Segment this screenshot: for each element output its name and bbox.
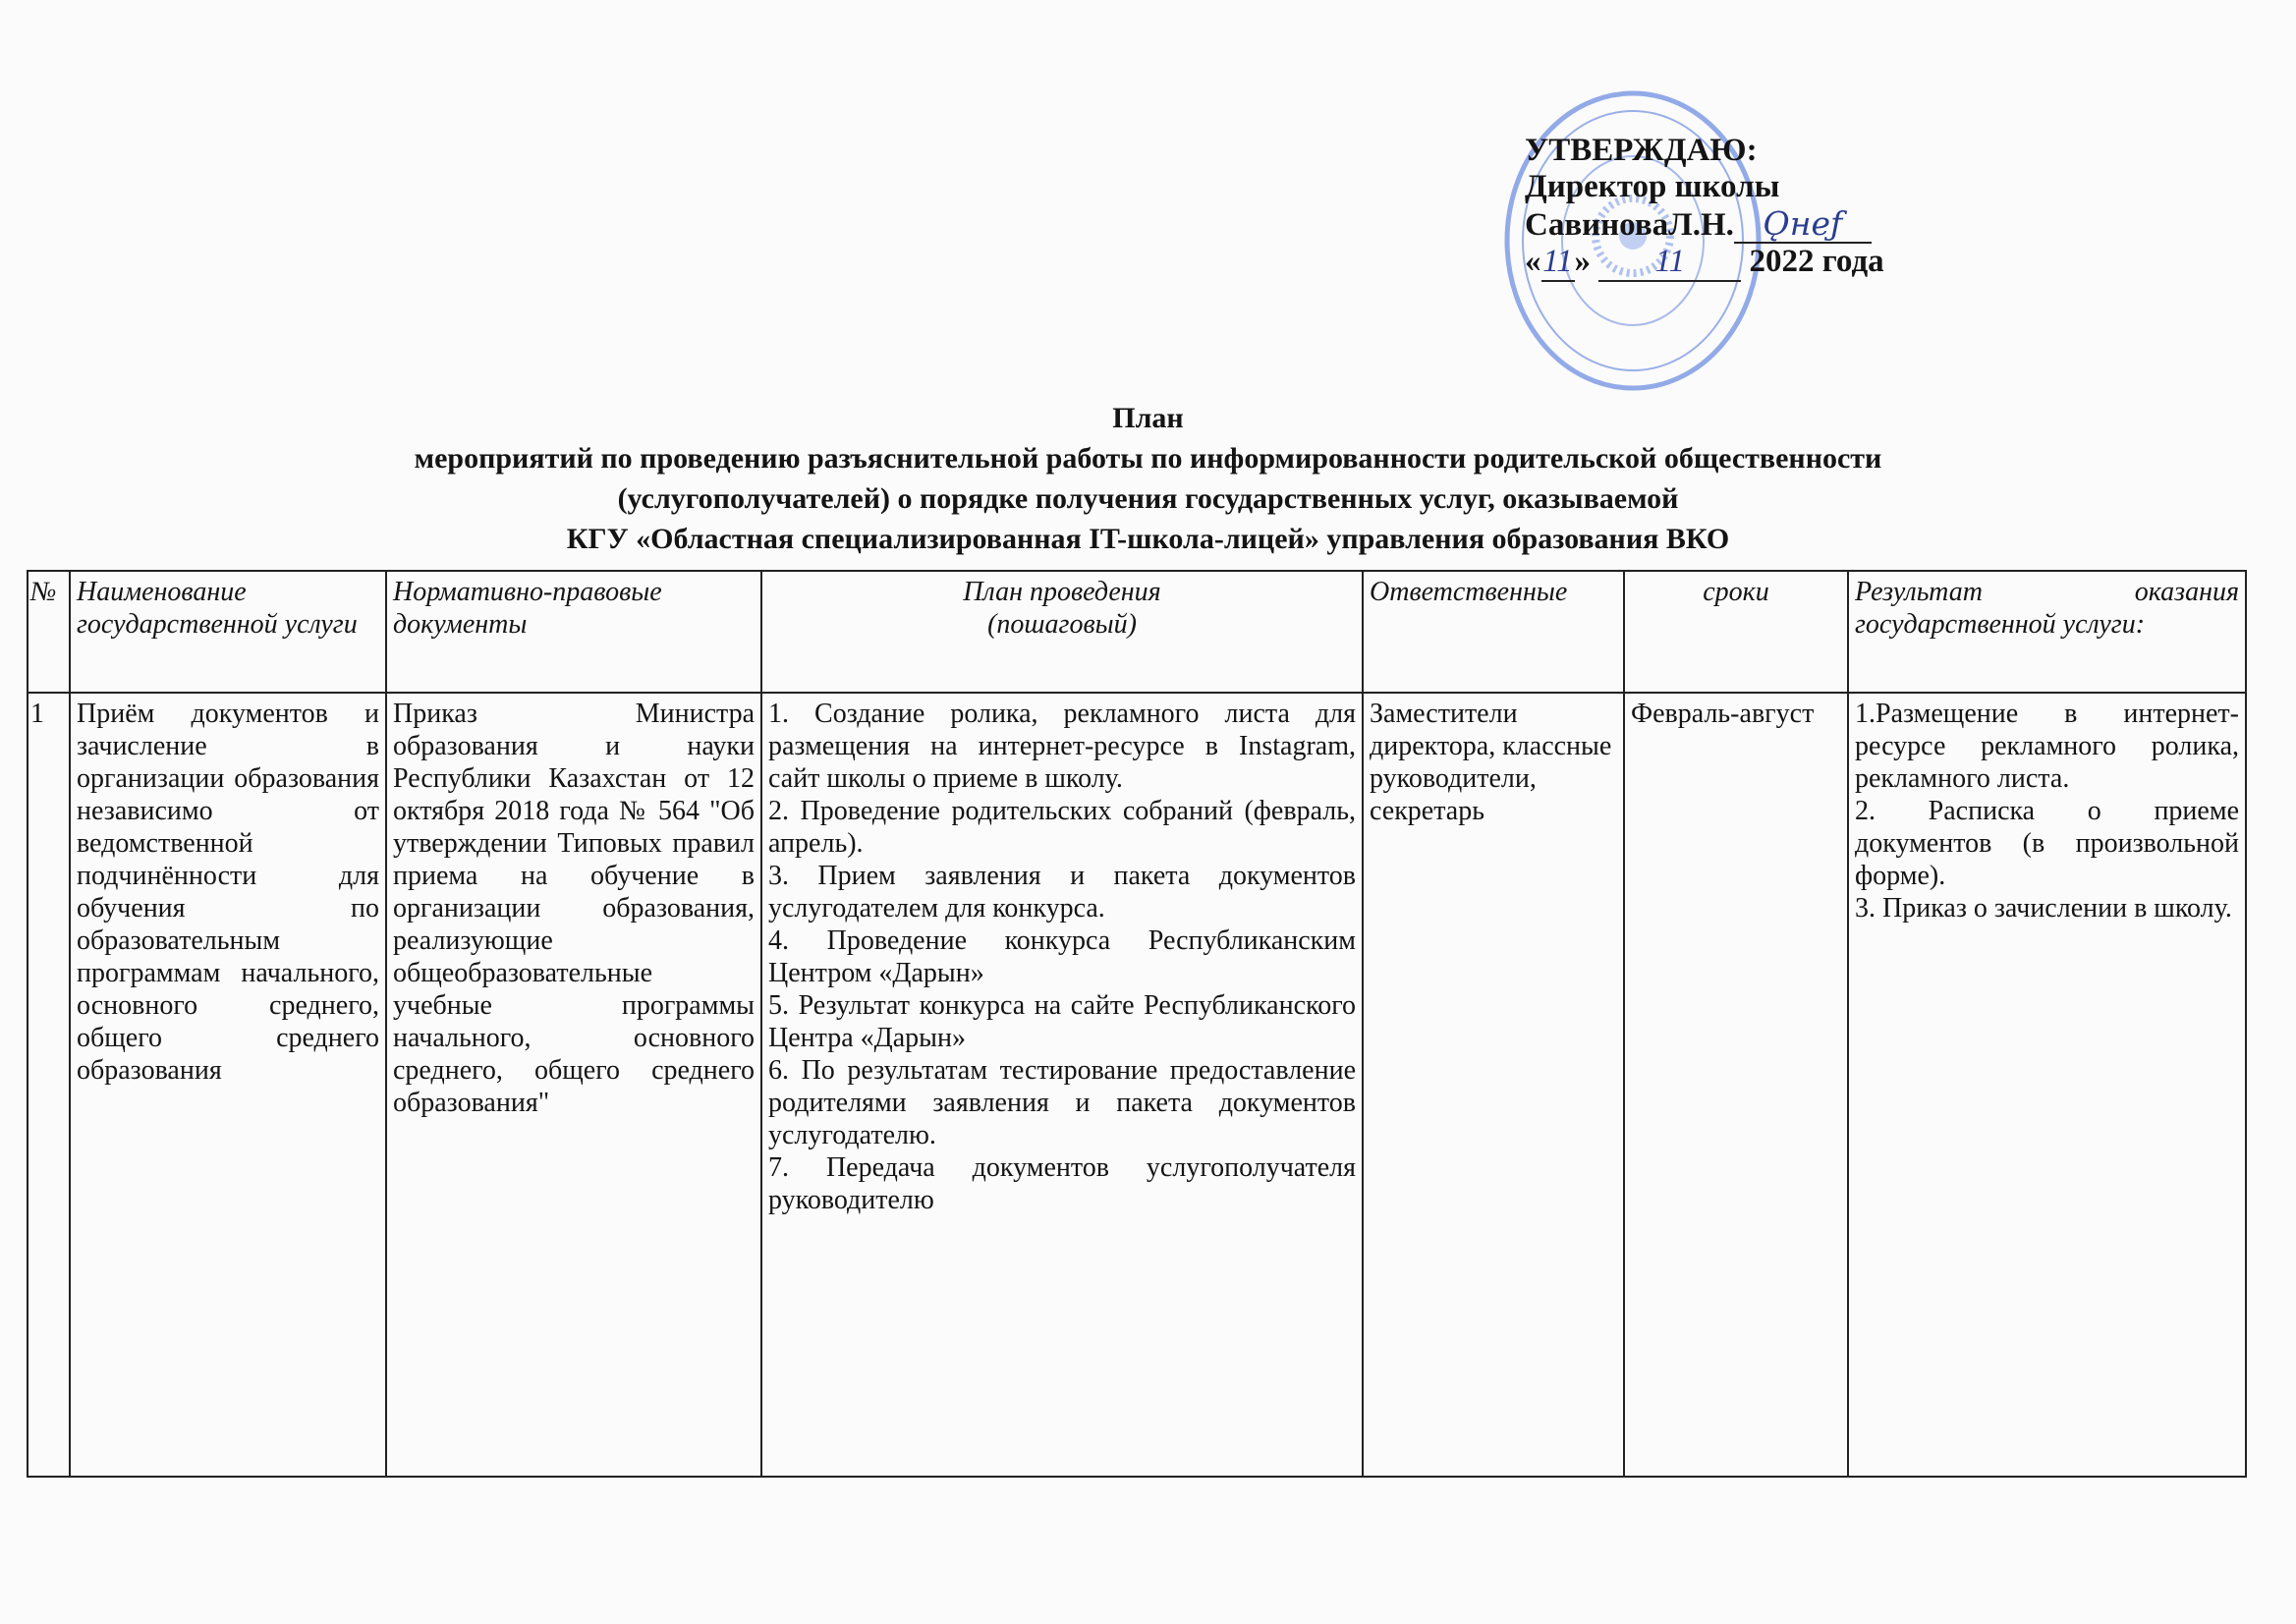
- date-day: 11: [1541, 244, 1575, 282]
- date-quote-open: «: [1525, 244, 1541, 279]
- table-header-row: [28, 571, 2246, 693]
- cell-service: Приём документов и зачисление в организации образования независимо от ведомственной подчинённости для обучения по образовательным программам начального, основного среднего, общего среднего образования: [70, 693, 386, 1477]
- plan-step: 2. Проведение родительских собраний (февраль, апрель).: [768, 796, 1356, 859]
- plan-step: 6. По результатам тестирование предоставление родителями заявления и пакета документов услугодателю.: [768, 1055, 1356, 1150]
- cell-number: 1: [28, 693, 70, 1477]
- header-responsible: Ответственные: [1363, 571, 1624, 693]
- cell-plan: [761, 693, 1363, 1477]
- plan-step: 5. Результат конкурса на сайте Республиканского Центра «Дарын»: [768, 990, 1356, 1053]
- plan-step: 4. Проведение конкурса Республиканским Центром «Дарын»: [768, 925, 1356, 988]
- title-line-3: (услугополучателей) о порядке получения государственных услуг, оказываемой: [617, 482, 1679, 515]
- plan-step: 7. Передача документов услугополучателя руководителю: [768, 1152, 1356, 1215]
- signature: Ǫнеƒ: [1734, 205, 1872, 244]
- title-line-2: мероприятий по проведению разъяснительной работы по информированности родительской общественности: [414, 442, 1882, 475]
- plan-step: 1. Создание ролика, рекламного листа для размещения на интернет-ресурсе в Instagram, сайт школы о приеме в школу.: [768, 699, 1356, 794]
- cell-terms: Февраль-август: [1624, 693, 1848, 1477]
- header-number: №: [28, 571, 70, 693]
- date-year: 2022 года: [1749, 244, 1884, 279]
- plan-table: [27, 570, 2247, 1478]
- result-item: 2. Расписка о приеме документов (в произвольной форме).: [1855, 796, 2239, 891]
- cell-result: [1848, 693, 2246, 1477]
- title-line-4: КГУ «Областная специализированная IT-школа-лицей» управления образования ВКО: [566, 523, 1730, 555]
- header-service: Наименование государственной услуги: [70, 571, 386, 693]
- date-month: 11: [1598, 244, 1741, 282]
- approval-heading: УТВЕРЖДАЮ:: [1525, 133, 1758, 168]
- title-line-1: План: [1112, 402, 1184, 434]
- approval-name: СавиноваЛ.Н.: [1525, 207, 1734, 243]
- document-title: [0, 398, 2296, 559]
- result-item: 3. Приказ о зачислении в школу.: [1855, 893, 2232, 924]
- approval-position: Директор школы: [1525, 169, 1780, 204]
- table-row: [28, 693, 2246, 1477]
- header-plan: План проведения (пошаговый): [761, 571, 1363, 693]
- cell-responsible: Заместители директора, классные руководители, секретарь: [1363, 693, 1624, 1477]
- plan-step: 3. Прием заявления и пакета документов услугодателем для конкурса.: [768, 861, 1356, 924]
- date-quote-close: »: [1574, 244, 1591, 279]
- header-documents: Нормативно-правовые документы: [386, 571, 761, 693]
- header-result: Результат оказания государственной услуги:: [1848, 571, 2246, 693]
- cell-documents: Приказ Министра образования и науки Республики Казахстан от 12 октября 2018 года № 564 "Об утверждении Типовых правил приема на обучение в организации образования, реализующие общеобразовательные учебные программы начального, основного среднего, общего среднего образования": [386, 693, 761, 1477]
- approval-block: [1525, 133, 1884, 282]
- header-terms: сроки: [1624, 571, 1848, 693]
- result-item: 1.Размещение в интернет-ресурсе рекламного ролика, рекламного листа.: [1855, 699, 2239, 794]
